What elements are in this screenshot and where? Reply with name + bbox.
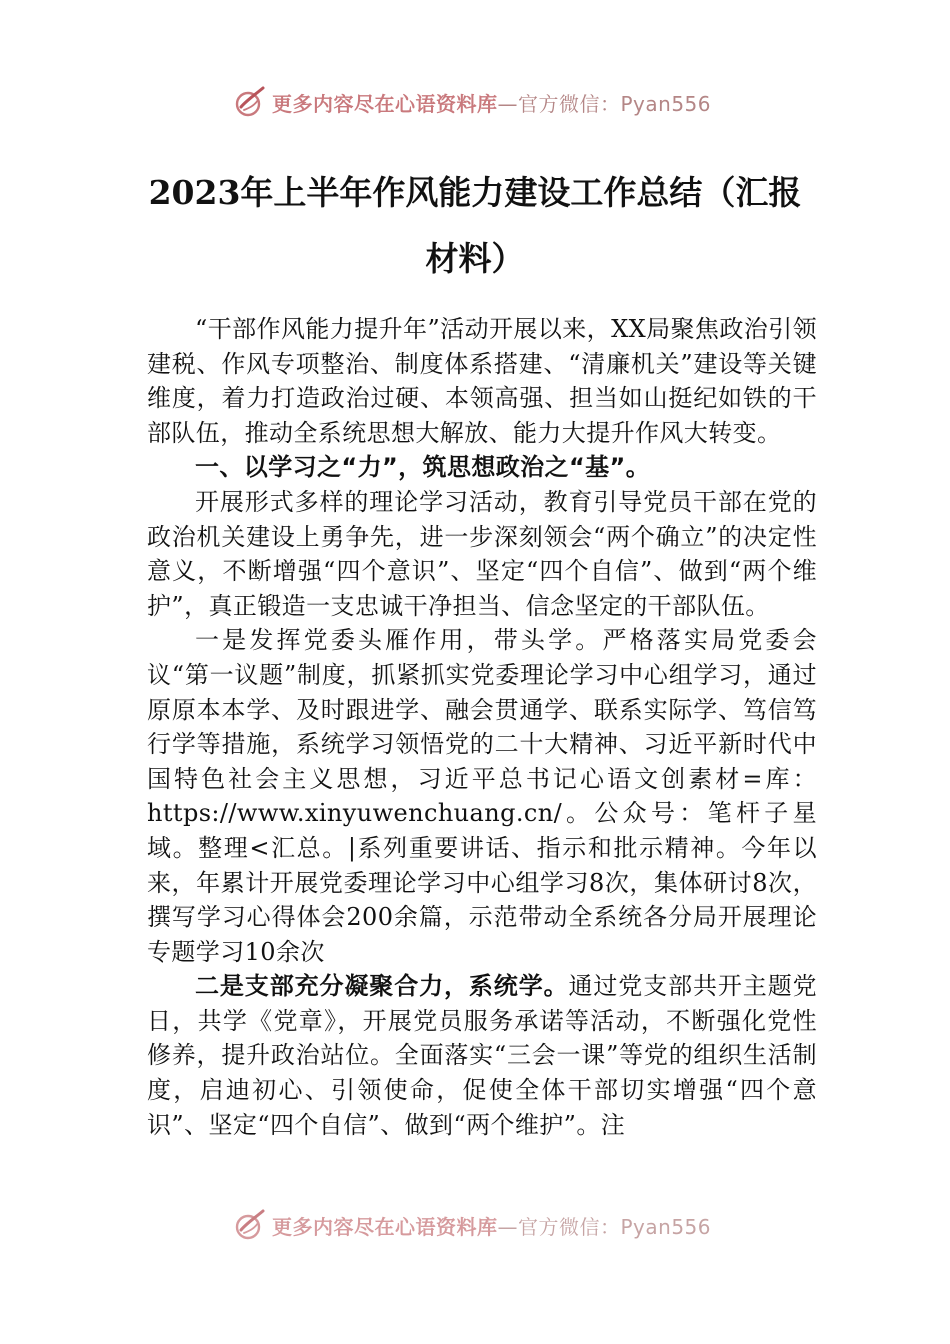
document-title: 2023年上半年作风能力建设工作总结（汇报材料） [148, 173, 802, 278]
section-1-paragraph: 开展形式多样的理论学习活动，教育引导党员干部在党的政治机关建设上勇争先，进一步深刻领会“两个确立”的决定性意义，不断增强“四个意识”、坚定“四个自信”、做到“两个维护”，真正锻造一支忠诚干净担当、信念坚定的干部队伍。 [147, 487, 817, 620]
watermark-contact-text: —官方微信：Pyan556 [497, 1214, 712, 1239]
watermark-contact-text: —官方微信：Pyan556 [497, 91, 712, 116]
brush-logo-icon [232, 1207, 268, 1243]
watermark-library-text: 更多内容尽在心语资料库 [272, 91, 498, 116]
document-body [147, 312, 817, 1142]
item-2-paragraph [147, 969, 817, 1142]
item-2-text: 通过党支部共开主题党日，共学《党章》，开展党员服务承诺等活动，不断强化党性修养，提升政治站位。全面落实“三会一课”等党的组织生活制度，启迪初心、引领使命，促使全体干部切实增强“四个意识”、坚定“四个自信”、做到“两个维护”。注 [147, 972, 817, 1139]
intro-paragraph: “干部作风能力提升年”活动开展以来，XX局聚焦政治引领建税、作风专项整治、制度体系搭建、“清廉机关”建设等关键维度，着力打造政治过硬、本领高强、担当如山挺纪如铁的干部队伍，推动全系统思想大解放、能力大提升作风大转变。 [147, 315, 817, 447]
watermark-header [232, 82, 711, 122]
watermark-library-text: 更多内容尽在心语资料库 [272, 1214, 498, 1239]
section-heading-1: 一、以学习之“力”，筑思想政治之“基”。 [195, 453, 651, 482]
item-2-lead: 二是支部充分凝聚合力，系统学。 [195, 971, 569, 1001]
brush-logo-icon [232, 84, 268, 120]
watermark-footer [232, 1205, 711, 1245]
item-1-paragraph: 一是发挥党委头雁作用，带头学。严格落实局党委会议“第一议题”制度，抓紧抓实党委理论学习中心组学习，通过原原本本学、及时跟进学、融会贯通学、联系实际学、笃信笃行学等措施，系统学习领悟党的二十大精神、习近平新时代中国特色社会主义思想，习近平总书记心语文创素材=库：https://www.xinyuwenchuang.cn/。公众号：笔杆子星域。整理<汇总。|系列重要讲话、指示和批示精神。今年以来，年累计开展党委理论学习中心组学习8次，集体研讨8次，撰写学习心得体会200余篇，示范带动全系统各分局开展理论专题学习10余次 [147, 626, 817, 966]
